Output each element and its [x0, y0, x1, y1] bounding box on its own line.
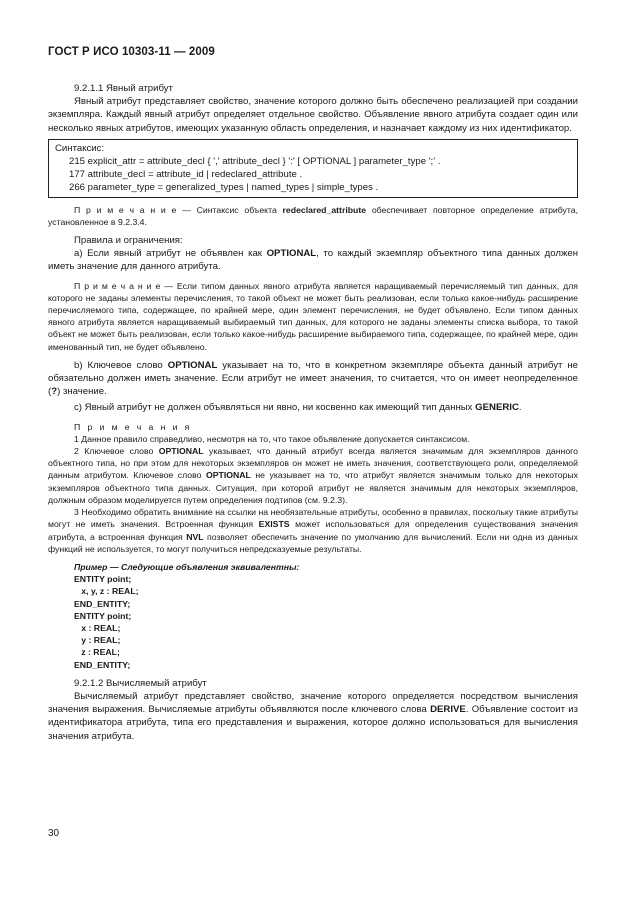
- section-heading-derived-attribute: 9.2.1.2 Вычисляемый атрибут: [74, 677, 207, 689]
- note-text: Синтаксис объекта: [196, 204, 283, 215]
- note-rule-a: П р и м е ч а н и е — Если типом данных явного атрибута является наращиваемый перечисляемый тип данных, для которого не заданы элементы перечисления, то такой объект не может быть реализован, если только какое-нибудь расширение перечисляемого типа, содержащее, по крайней мере, один элемент перечисления, не будет объявлено. Если типом данных явного атрибута является наращиваемый выбираемый тип данных, для которого не заданы элементы списка выбора, то такой объект не может быть реализован, если только какое-нибудь расширение выбираемого типа, содержащее, по крайней мере, один именованный тип, не будет объявлено.: [48, 280, 578, 352]
- note-text: обеспечивает повторное определение атрибута, установленное в 9.2.3.4.: [48, 204, 579, 227]
- example-line: ENTITY point;: [74, 610, 132, 621]
- page-number: 30: [48, 828, 60, 839]
- example-line: x : REAL;: [74, 622, 121, 633]
- example-line: END_ENTITY;: [74, 659, 131, 670]
- rule-text: .: [518, 402, 522, 414]
- example-line: y : REAL;: [74, 635, 121, 646]
- syntax-rule-215: 215 explicit_attr = attribute_decl { ',' attribute_decl } ':' [ OPTIONAL ] parameter_type ';' .: [69, 156, 441, 168]
- keyword-nvl: NVL: [186, 531, 204, 542]
- rule-c: [48, 401, 578, 414]
- note-2: [48, 445, 578, 506]
- rule-text: с) Явный атрибут не должен объявляться ни явно, ни косвенно как имеющий тип данных: [74, 402, 476, 414]
- rule-text: ) значение.: [57, 386, 107, 398]
- syntax-title: Синтаксис:: [55, 142, 105, 154]
- rule-b: [48, 359, 578, 399]
- syntax-rule-177: 177 attribute_decl = attribute_id | redeclared_attribute .: [69, 169, 303, 181]
- example-title: Пример — Следующие объявления эквивалентны:: [74, 561, 300, 572]
- rule-text: b) Ключевое слово: [74, 359, 168, 371]
- keyword-optional: OPTIONAL: [266, 248, 317, 260]
- rule-text: указывает на то, что в конкретном экземпляре объекта данный атрибут не обязательно должен иметь значение. Если атрибут не имеет значения, то считается, что он имеет неопределенное (: [48, 359, 578, 398]
- example-line: END_ENTITY;: [74, 598, 131, 609]
- example-line: x, y, z : REAL;: [74, 586, 139, 597]
- example-line: ENTITY point;: [74, 574, 132, 585]
- note-text: 2 Ключевое слово: [74, 446, 159, 457]
- keyword-optional: OPTIONAL: [167, 359, 218, 371]
- keyword-generic: GENERIC: [475, 402, 519, 414]
- note-text: 3 Необходимо обратить внимание на ссылки на необязательные атрибуты, особенно в правилах, поскольку такие атрибуты могут не иметь значения. Встроенная функция: [48, 507, 578, 530]
- paragraph-text: Вычисляемый атрибут представляет свойство, значение которого определяется посредством вычисления значения выражения. Вычисляемые атрибуты объявляются после ключевого слова: [48, 690, 578, 716]
- keyword-derive: DERIVE: [430, 704, 466, 716]
- example-line: z : REAL;: [74, 647, 120, 658]
- note-1: 1 Данное правило справедливо, несмотря на то, что такое объявление допускается синтаксисом.: [74, 433, 470, 444]
- keyword-optional: OPTIONAL: [205, 470, 251, 481]
- note-redeclared: [48, 204, 578, 228]
- rules-title: Правила и ограничения:: [74, 235, 183, 247]
- paragraph-derived-attribute: [48, 690, 578, 743]
- keyword-exists: EXISTS: [258, 519, 290, 530]
- paragraph-text: . Объявление состоит из идентификатора атрибута, типа его представления и выражения, которое должно использоваться для вычисления значения атрибута.: [48, 704, 578, 742]
- paragraph-explicit-attribute: Явный атрибут представляет свойство, значение которого должно быть обеспечено реализацией при создании экземпляра. Каждый явный атрибут определяет отдельное свойство. Объявление явного атрибута создает один или несколько явных атрибутов, имеющих указанную область определения, и назначает каждому из них идентификатор.: [48, 96, 578, 134]
- note-text: позволяет обеспечить значение по умолчанию для вычислений. Если ни одна из данных функций не используется, то могут получиться непредсказуемые результаты.: [48, 531, 578, 554]
- rule-text: а) Если явный атрибут не объявлен как: [74, 248, 267, 260]
- syntax-box: [48, 139, 578, 198]
- notes-heading: П р и м е ч а н и я: [74, 421, 192, 432]
- document-header: ГОСТ Р ИСО 10303-11 — 2009: [48, 46, 215, 58]
- syntax-rule-266: 266 parameter_type = generalized_types | named_types | simple_types .: [69, 182, 379, 194]
- keyword-indeterminate: ?: [51, 386, 58, 398]
- rule-text: , то каждый экземпляр объектного типа данных должен иметь значение для данного атрибута.: [48, 248, 578, 273]
- rule-a: [48, 247, 578, 273]
- keyword-redeclared-attribute: redeclared_attribute: [282, 204, 367, 215]
- note-text: указывает, что данный атрибут всегда является значимым для экземпляров данного объектного типа, но при этом для некоторых экземпляров он может не иметь значения, соответствующего роли, определяемой данным атрибутом. Ключевое слово: [48, 446, 578, 481]
- note-label: П р и м е ч а н и е —: [74, 204, 197, 215]
- example-block: [74, 561, 578, 671]
- keyword-optional: OPTIONAL: [158, 446, 204, 457]
- section-heading-explicit-attribute: 9.2.1.1 Явный атрибут: [74, 83, 173, 94]
- note-3: [48, 506, 578, 555]
- note-text: не указывает на то, что атрибут является значимым только для некоторых экземпляров объектного типа данных. Ситуация, при которой атрибут не является значимым для некоторых экземпляров, должным образом моделируется путем определения подтипов (см. 9.2.3).: [48, 470, 578, 505]
- note-text: может использоваться для определения существования значения атрибута, а встроенная функция: [48, 519, 578, 542]
